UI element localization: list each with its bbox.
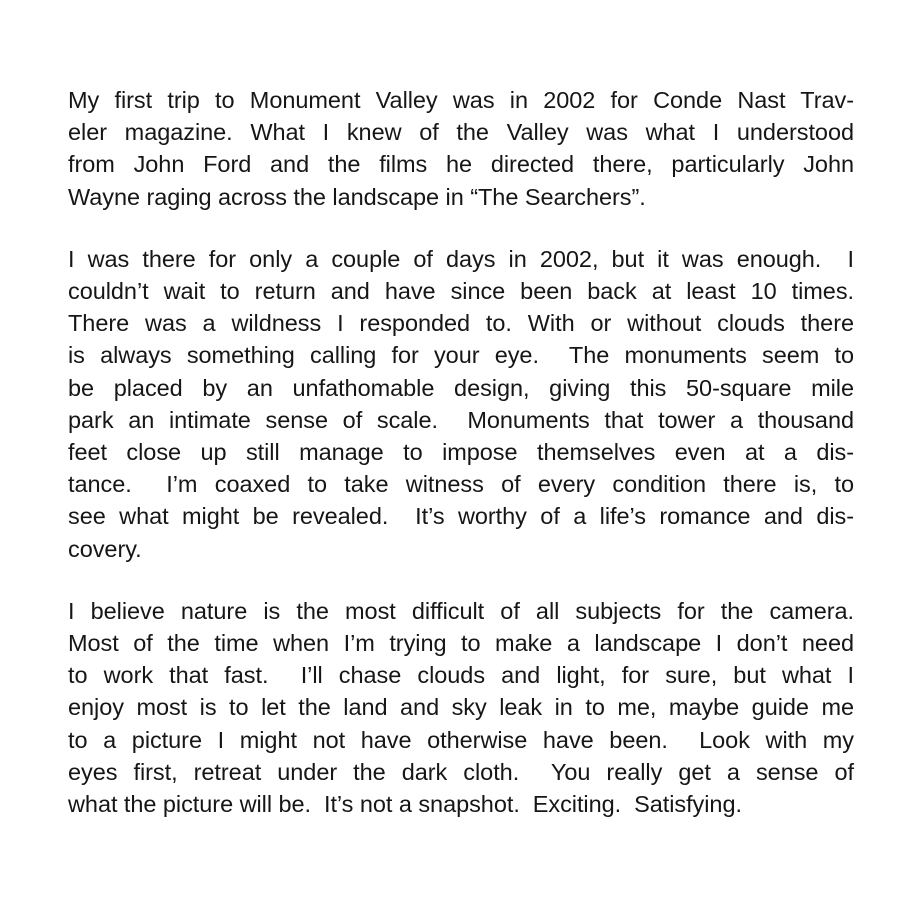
body-text-line: see what might be revealed. It’s worthy of a life’s romance and dis- <box>68 503 854 530</box>
body-text-line: to work that fast. I’ll chase clouds and light, for sure, but what I <box>68 662 854 689</box>
body-text-line: is always something calling for your eye. The monuments seem to <box>68 342 854 369</box>
body-paragraph <box>68 595 854 820</box>
body-text-line: feet close up still manage to impose themselves even at a dis- <box>68 439 854 466</box>
body-text-line: Most of the time when I’m trying to make a landscape I don’t need <box>68 630 854 657</box>
body-text-line: what the picture will be. It’s not a snapshot. Exciting. Satisfying. <box>68 791 742 818</box>
body-paragraph <box>68 243 854 565</box>
body-text-line: from John Ford and the films he directed there, particularly John <box>68 151 854 178</box>
body-text-line: be placed by an unfathomable design, giving this 50-square mile <box>68 374 854 401</box>
body-text-column <box>68 84 854 820</box>
body-text-line: tance. I’m coaxed to take witness of every condition there is, to <box>68 471 854 498</box>
body-text-line: There was a wildness I responded to. With or without clouds there <box>68 310 854 337</box>
body-text-line: Wayne raging across the landscape in “The Searchers”. <box>68 183 646 210</box>
body-text-line: park an intimate sense of scale. Monuments that tower a thousand <box>68 406 854 433</box>
body-text-line: I was there for only a couple of days in 2002, but it was enough. I <box>68 245 854 272</box>
body-text-line: covery. <box>68 535 142 562</box>
body-text-line: enjoy most is to let the land and sky leak in to me, maybe guide me <box>68 694 854 721</box>
body-text-line: couldn’t wait to return and have since been back at least 10 times. <box>68 278 854 305</box>
body-text-line: to a picture I might not have otherwise have been. Look with my <box>68 726 854 753</box>
body-text-line: eler magazine. What I knew of the Valley was what I understood <box>68 119 854 146</box>
body-text-line: eyes first, retreat under the dark cloth. You really get a sense of <box>68 758 854 785</box>
body-text-line: I believe nature is the most difficult of all subjects for the camera. <box>68 597 854 624</box>
body-paragraph <box>68 84 854 213</box>
body-text-line: My first trip to Monument Valley was in 2002 for Conde Nast Trav- <box>68 87 854 113</box>
